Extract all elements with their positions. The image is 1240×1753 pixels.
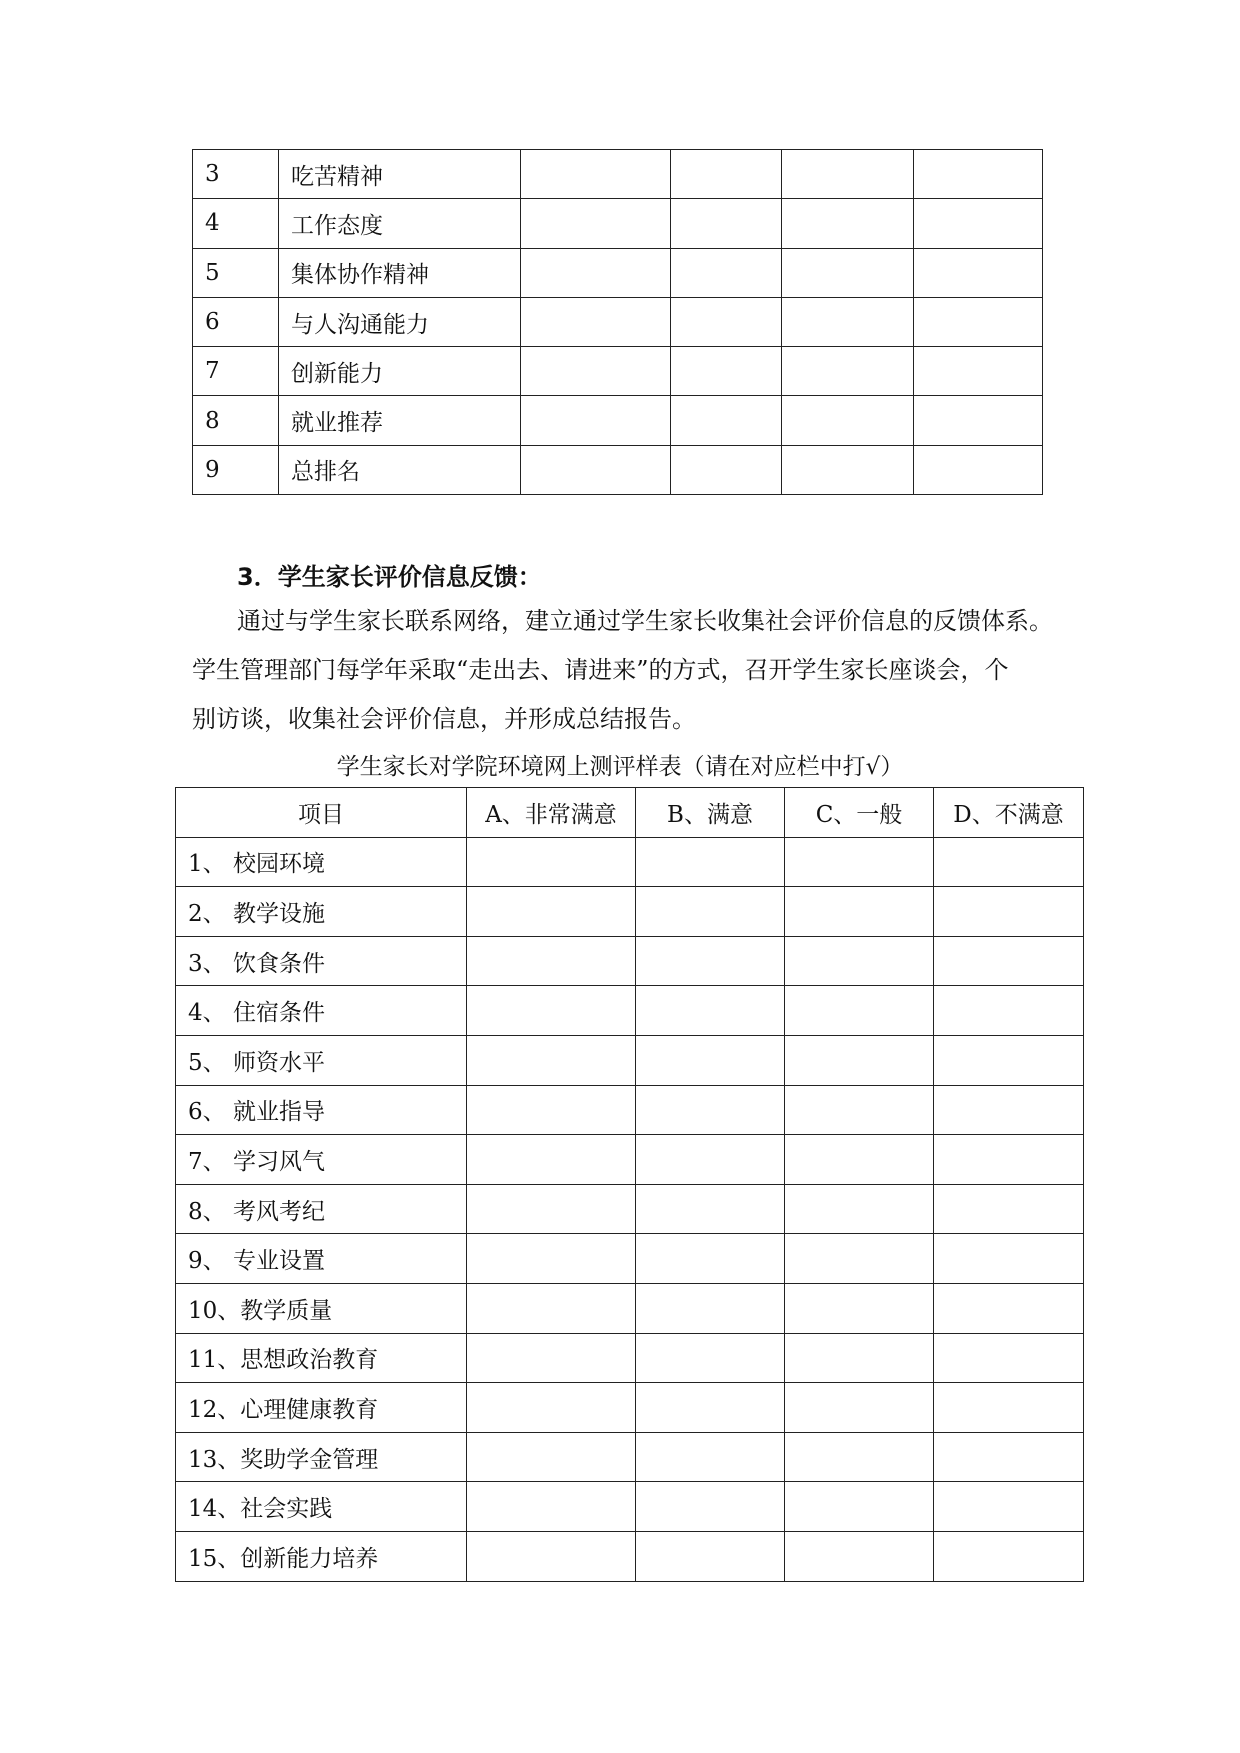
rating-cell[interactable] (671, 199, 782, 248)
check-cell[interactable] (636, 1432, 785, 1482)
rating-cell[interactable] (521, 248, 671, 297)
check-cell[interactable] (785, 1135, 934, 1185)
table-row (176, 986, 1084, 1036)
check-cell[interactable] (636, 887, 785, 937)
check-cell[interactable] (785, 1184, 934, 1234)
survey-item: 4、 住宿条件 (176, 986, 467, 1036)
table-row (193, 347, 1043, 396)
rating-cell[interactable] (671, 297, 782, 346)
survey-item: 8、 考风考纪 (176, 1184, 467, 1234)
rating-cell[interactable] (521, 199, 671, 248)
check-cell[interactable] (934, 1085, 1084, 1135)
table-row (176, 936, 1084, 986)
row-number: 7 (193, 347, 279, 396)
survey-item: 12、心理健康教育 (176, 1383, 467, 1433)
check-cell[interactable] (934, 936, 1084, 986)
survey-item: 13、奖助学金管理 (176, 1432, 467, 1482)
rating-cell[interactable] (521, 347, 671, 396)
row-number: 6 (193, 297, 279, 346)
table-row (176, 1085, 1084, 1135)
check-cell[interactable] (467, 1482, 636, 1532)
check-cell[interactable] (636, 1184, 785, 1234)
check-cell[interactable] (636, 1333, 785, 1383)
evaluation-table-body (193, 150, 1043, 495)
check-cell[interactable] (467, 837, 636, 887)
rating-cell[interactable] (671, 347, 782, 396)
check-cell[interactable] (934, 986, 1084, 1036)
check-cell[interactable] (934, 1333, 1084, 1383)
survey-item: 7、 学习风气 (176, 1135, 467, 1185)
table-row (176, 1333, 1084, 1383)
paragraph-line: 学生管理部门每学年采取“走出去、请进来”的方式，召开学生家长座谈会，个 (192, 656, 1009, 684)
row-number: 8 (193, 396, 279, 445)
check-cell[interactable] (934, 1234, 1084, 1284)
parent-survey-table (175, 787, 1084, 1582)
check-cell[interactable] (467, 1035, 636, 1085)
table-row (193, 445, 1043, 494)
table-caption: 学生家长对学院环境网上测评样表（请在对应栏中打√） (336, 754, 904, 780)
paragraph-line: 通过与学生家长联系网络，建立通过学生家长收集社会评价信息的反馈体系。 (237, 607, 1053, 635)
rating-cell[interactable] (782, 150, 914, 199)
check-cell[interactable] (636, 1085, 785, 1135)
table-row (193, 199, 1043, 248)
rating-cell[interactable] (671, 445, 782, 494)
table-row (176, 1234, 1084, 1284)
check-cell[interactable] (785, 1383, 934, 1433)
parent-survey-body (176, 837, 1084, 1581)
check-cell[interactable] (467, 1234, 636, 1284)
rating-cell[interactable] (914, 396, 1043, 445)
check-cell[interactable] (785, 1333, 934, 1383)
evaluation-table-continued (192, 149, 1043, 495)
check-cell[interactable] (934, 1184, 1084, 1234)
table-header-row (176, 788, 1084, 838)
check-cell[interactable] (467, 1135, 636, 1185)
table-row (176, 887, 1084, 937)
check-cell[interactable] (785, 1432, 934, 1482)
row-item: 与人沟通能力 (279, 297, 521, 346)
survey-item: 10、教学质量 (176, 1283, 467, 1333)
check-cell[interactable] (785, 1035, 934, 1085)
rating-cell[interactable] (521, 396, 671, 445)
check-cell[interactable] (934, 1035, 1084, 1085)
check-cell[interactable] (467, 887, 636, 937)
row-item: 就业推荐 (279, 396, 521, 445)
rating-cell[interactable] (671, 248, 782, 297)
check-cell[interactable] (785, 936, 934, 986)
header-unsatisfied: D、不满意 (934, 788, 1084, 838)
check-cell[interactable] (785, 1531, 934, 1581)
table-row (176, 1135, 1084, 1185)
rating-cell[interactable] (914, 445, 1043, 494)
row-item: 工作态度 (279, 199, 521, 248)
rating-cell[interactable] (914, 199, 1043, 248)
rating-cell[interactable] (521, 150, 671, 199)
check-cell[interactable] (934, 1432, 1084, 1482)
survey-item: 3、 饮食条件 (176, 936, 467, 986)
rating-cell[interactable] (671, 150, 782, 199)
rating-cell[interactable] (521, 445, 671, 494)
section-title: 3．学生家长评价信息反馈： (237, 563, 542, 591)
row-item: 总排名 (279, 445, 521, 494)
rating-cell[interactable] (782, 347, 914, 396)
check-cell[interactable] (785, 887, 934, 937)
check-cell[interactable] (467, 1085, 636, 1135)
table-row (176, 1432, 1084, 1482)
row-item: 创新能力 (279, 347, 521, 396)
check-cell[interactable] (785, 1482, 934, 1532)
rating-cell[interactable] (914, 248, 1043, 297)
survey-item: 6、 就业指导 (176, 1085, 467, 1135)
check-cell[interactable] (467, 1184, 636, 1234)
rating-cell[interactable] (782, 297, 914, 346)
survey-item: 11、思想政治教育 (176, 1333, 467, 1383)
check-cell[interactable] (785, 986, 934, 1036)
table-row (193, 297, 1043, 346)
paragraph-line: 别访谈，收集社会评价信息，并形成总结报告。 (192, 705, 696, 733)
header-average: C、一般 (785, 788, 934, 838)
check-cell[interactable] (636, 1135, 785, 1185)
check-cell[interactable] (636, 1531, 785, 1581)
rating-cell[interactable] (521, 297, 671, 346)
rating-cell[interactable] (914, 150, 1043, 199)
rating-cell[interactable] (671, 396, 782, 445)
rating-cell[interactable] (782, 248, 914, 297)
rating-cell[interactable] (782, 199, 914, 248)
check-cell[interactable] (636, 986, 785, 1036)
table-row (176, 1035, 1084, 1085)
survey-item: 9、 专业设置 (176, 1234, 467, 1284)
row-number: 4 (193, 199, 279, 248)
row-item: 吃苦精神 (279, 150, 521, 199)
check-cell[interactable] (934, 887, 1084, 937)
check-cell[interactable] (636, 1035, 785, 1085)
table-row (176, 1383, 1084, 1433)
check-cell[interactable] (636, 1383, 785, 1433)
row-number: 5 (193, 248, 279, 297)
survey-item: 2、 教学设施 (176, 887, 467, 937)
rating-cell[interactable] (914, 347, 1043, 396)
table-row (176, 1531, 1084, 1581)
check-cell[interactable] (636, 1482, 785, 1532)
rating-cell[interactable] (782, 396, 914, 445)
table-row (176, 1482, 1084, 1532)
table-row (193, 248, 1043, 297)
check-cell[interactable] (467, 1432, 636, 1482)
header-very-satisfied: A、非常满意 (467, 788, 636, 838)
check-cell[interactable] (785, 1283, 934, 1333)
check-cell[interactable] (934, 1283, 1084, 1333)
survey-item: 5、 师资水平 (176, 1035, 467, 1085)
check-cell[interactable] (785, 1085, 934, 1135)
row-item: 集体协作精神 (279, 248, 521, 297)
check-cell[interactable] (467, 1333, 636, 1383)
check-cell[interactable] (467, 1283, 636, 1333)
header-satisfied: B、满意 (636, 788, 785, 838)
row-number: 3 (193, 150, 279, 199)
check-cell[interactable] (934, 1135, 1084, 1185)
row-number: 9 (193, 445, 279, 494)
check-cell[interactable] (934, 837, 1084, 887)
rating-cell[interactable] (782, 445, 914, 494)
survey-item: 15、创新能力培养 (176, 1531, 467, 1581)
table-row (193, 396, 1043, 445)
check-cell[interactable] (785, 837, 934, 887)
check-cell[interactable] (934, 1531, 1084, 1581)
check-cell[interactable] (636, 936, 785, 986)
survey-item: 1、 校园环境 (176, 837, 467, 887)
survey-item: 14、社会实践 (176, 1482, 467, 1532)
check-cell[interactable] (467, 1531, 636, 1581)
header-item: 项目 (176, 788, 467, 838)
check-cell[interactable] (636, 1234, 785, 1284)
check-cell[interactable] (636, 1283, 785, 1333)
table-row (176, 1283, 1084, 1333)
check-cell[interactable] (934, 1482, 1084, 1532)
rating-cell[interactable] (914, 297, 1043, 346)
check-cell[interactable] (785, 1234, 934, 1284)
table-row (176, 1184, 1084, 1234)
check-cell[interactable] (467, 986, 636, 1036)
check-cell[interactable] (467, 1383, 636, 1433)
check-cell[interactable] (467, 936, 636, 986)
check-cell[interactable] (636, 837, 785, 887)
table-row (193, 150, 1043, 199)
check-cell[interactable] (934, 1383, 1084, 1433)
table-row (176, 837, 1084, 887)
